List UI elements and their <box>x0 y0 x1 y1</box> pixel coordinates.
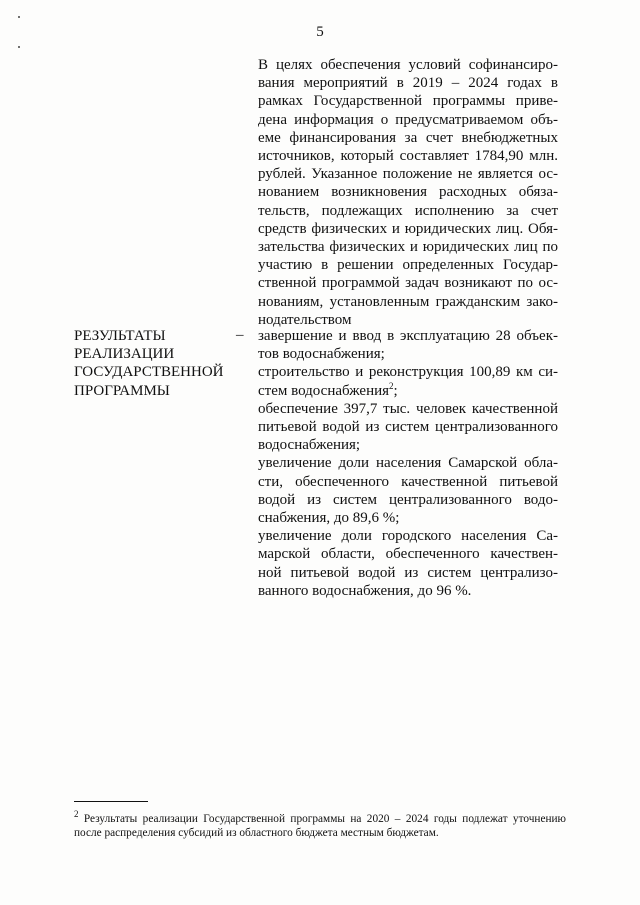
results-section-heading: РЕЗУЛЬТАТЫ РЕАЛИЗАЦИИ ГОСУДАРСТВЕННОЙ ПРОГРАММЫ <box>74 328 224 399</box>
scan-speck <box>18 16 20 18</box>
footnote-text: Результаты реализации Государственной программы на 2020 – 2024 годы подлежат уточнению после распределения субсидий из областного бюджета местным бюджетам. <box>74 813 567 839</box>
intro-paragraph-text: В целях обеспечения условий софинансиро-вания мероприятий в 2019 – 2024 годах в рамках Государственной программы приве-дена информация о предусматриваемом объ-еме финансирования за счет внебюджетных источников, который составляет 1784,90 млн. рублей. Указанное положение не является ос-нованием возникновения расходных обяза-тельств, подлежащих исполнению за счет средств физических и юридических лиц. Обя-зательства физических и юридических лиц по участию в решении определенных Государ-ственной программой задач возникают по ос-нованиям, установленным гражданским зако-нодательством <box>258 57 558 328</box>
result-item <box>258 363 558 399</box>
footnote-divider <box>74 801 148 802</box>
footnote-reference[interactable]: 2 <box>389 380 394 391</box>
page-number: 5 <box>316 24 324 40</box>
results-list <box>258 327 558 600</box>
footnote <box>74 809 567 840</box>
result-item: обеспечение 397,7 тыс. человек качественной питьевой водой из систем централизованного водоснабжения; <box>258 400 558 454</box>
result-item: завершение и ввод в эксплуатацию 28 объек-тов водоснабжения; <box>258 328 558 363</box>
result-item-suffix: ; <box>393 382 398 399</box>
heading-dash: – <box>236 327 244 343</box>
scan-speck <box>18 46 20 48</box>
result-item-text: строительство и реконструкция 100,89 км си-стем водоснабжения <box>258 364 558 399</box>
footnote-marker: 2 <box>74 809 79 820</box>
result-item: увеличение доли населения Самарской обла-сти, обеспеченного качественной питьевой водой из систем централизованного водо-снабжения, до 89,6 %; <box>258 455 558 527</box>
result-item: увеличение доли городского населения Са-марской области, обеспеченного качествен-ной питьевой водой из систем централизо-ванного водоснабжения, до 96 %. <box>258 528 558 599</box>
intro-paragraph <box>258 56 558 329</box>
